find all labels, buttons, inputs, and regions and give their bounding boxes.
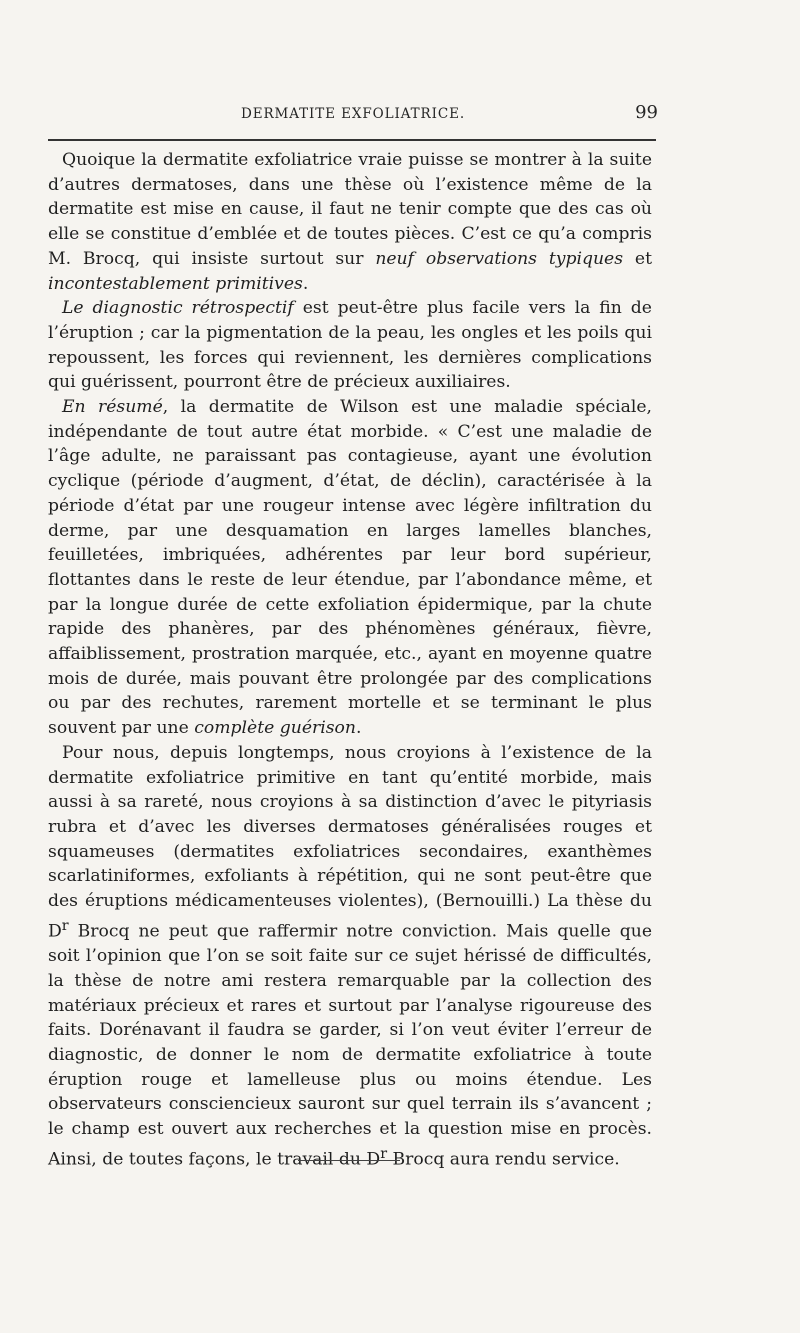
- paragraph-1: [48, 148, 652, 296]
- paragraph-4: [48, 741, 652, 1172]
- paragraph-3-text-b: .: [355, 718, 362, 739]
- paragraph-1-text-a: Quoique la dermatite exfoliatrice vraie puisse se montrer à la suite d’autres dermatoses, dans une thèse où l’existence même de la dermatite est mise en cause, il faut ne tenir compte que des cas où elle se constitue d’emblée et de toutes pièces. C’est ce qu’a compris M. Brocq, qui insiste surtout sur: [48, 150, 652, 269]
- paragraph-4-superscript-1: r: [61, 917, 69, 934]
- paragraph-4-text-c: Brocq aura rendu service.: [387, 1149, 620, 1170]
- body-text: [48, 148, 652, 1172]
- paragraph-3-text-a: , la dermatite de Wilson est une maladie spéciale, indépendante de tout autre état morbide. « C’est une maladie de l’âge adulte, ne paraissant pas contagieuse, ayant une évolution cyclique (période d’augment, d’état, de déclin), caractérisée à la période d’état par une rougeur intense avec légère infiltration du derme, par une desquamation en larges lamelles blanches, feuilletées, imbriquées, adhérentes par leur bord supérieur, flottantes dans le reste de leur étendue, par l’abondance même, et par la longue durée de cette exfoliation épidermique, par la chute rapide des phanères, par des phénomènes généraux, fièvre, affaiblissement, prostration marquée, etc., ayant en moyenne quatre mois de durée, mais pouvant être prolongée par des complications ou par des rechutes, rarement mortelle et se terminant le plus souvent par une: [48, 397, 652, 739]
- paragraph-1-text-c: .: [302, 273, 309, 294]
- paragraph-3: [48, 395, 652, 741]
- paragraph-2-text: est peut-être plus facile vers la fin de l’éruption ; car la pigmentation de la peau, les ongles et les poils qui repoussent, les forces qui reviennent, les dernières complications qui guérissent, pourront être de précieux auxiliaires.: [48, 298, 652, 393]
- paragraph-2-italic: Le diagnostic rétrospectif: [62, 298, 294, 319]
- paragraph-4-superscript-2: r: [380, 1145, 388, 1162]
- paragraph-4-text-a: Pour nous, depuis longtemps, nous croyions à l’existence de la dermatite exfoliatrice primitive en tant qu’entité morbide, mais aussi à sa rareté, nous croyions à sa distinction d’avec le pityriasis rubra et d’avec les diverses dermatoses généralisées rouges et squameuses (dermatites exfoliatrices secondaires, exanthèmes scarlatiniformes, exfoliants à répétition, qui ne sont peut-être que des éruptions médicamenteuses violentes), (Bernouilli.) La thèse du D: [48, 742, 652, 942]
- end-rule: [298, 1160, 400, 1161]
- running-head: [48, 102, 658, 128]
- paragraph-2: [48, 296, 652, 395]
- paragraph-3-italic-2: complète guérison: [194, 718, 356, 739]
- page-number: 99: [635, 102, 658, 123]
- paragraph-4-text-b: Brocq ne peut que raffermir notre conviction. Mais quelle que soit l’opinion que l’on se soit faite sur ce sujet hérissé de difficultés, la thèse de notre ami restera remarquable par la collection des matériaux précieux et rares et surtout par l’analyse rigoureuse des faits. Dorénavant il faudra se garder, si l’on veut éviter l’erreur de diagnostic, de donner le nom de dermatite exfoliatrice à toute éruption rouge et lamelleuse plus ou moins étendue. Les observateurs consciencieux sauront sur quel terrain ils s’avancent ; le champ est ouvert aux recherches et la question mise en procès. Ainsi, de toutes façons, le travail du D: [48, 921, 652, 1170]
- paragraph-1-text-b: et: [623, 248, 652, 269]
- header-rule: [48, 139, 656, 141]
- running-title: DERMATITE EXFOLIATRICE.: [240, 106, 466, 122]
- paragraph-1-italic-2: incontestablement primitives: [48, 273, 303, 294]
- paragraph-3-italic-1: En résumé: [62, 397, 163, 418]
- paragraph-1-italic-1: neuf observations typiques: [375, 248, 624, 269]
